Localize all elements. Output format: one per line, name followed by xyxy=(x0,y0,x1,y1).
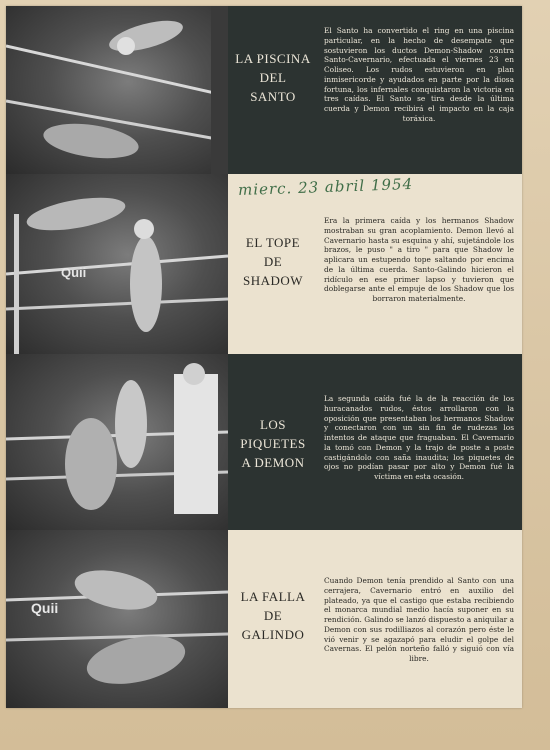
story-text: El Santo ha convertido el ring en una piscina particular, en la hecho de desempate que sostuvieron los ductos Demon-Shadow contra Santo-Cavernario, efectuada el viernes 23 en Coliseo. Los rudos estuvieron en plan inmisericorde y ayudados en parte por la diosa fortuna, los infernales conquistaron la victoria en tres caídas. El Santo se tira desde la última cuerda y Demon recibirá el impacto en la caja toráxica. xyxy=(324,26,514,123)
section-row xyxy=(6,530,522,708)
handwritten-date: mierc. 23 abril 1954 xyxy=(237,174,414,200)
svg-text:Quii: Quii xyxy=(31,600,59,616)
story-text: Cuando Demon tenía prendido al Santo con una cerrajera, Cavernario entró en auxilio del plateado, ya que el castigo que estaba recibiendo el monarca mundial medio hacía suponer en su rendición. Galindo se lanzó dispuesto a aniquilar a Demon con sus rodilliazos al corazón pero éste le vió venir y se agazapó para eludir el golpe del Cavernas. El pelón norteño falló y siguió con vía libre. xyxy=(324,576,514,664)
story-panel xyxy=(228,354,522,530)
story-title: LOS PIQUETES A DEMON xyxy=(240,417,306,470)
section-row xyxy=(6,174,522,354)
newspaper-clipping xyxy=(6,6,522,708)
section-row xyxy=(6,354,522,530)
wrestling-photo xyxy=(6,354,228,530)
svg-text:Quii: Quii xyxy=(61,265,87,280)
story-panel xyxy=(228,6,522,174)
story-panel xyxy=(228,174,522,354)
section-row xyxy=(6,6,522,174)
story-title: LA FALLA DE GALINDO xyxy=(240,589,306,642)
story-text: La segunda caída fué la de la reacción de los huracanados rudos, éstos arrollaron con la oposición que presentaban los hermanos Shadow y conectaron con un sin fin de rudezas los intentos de ataque que fraguaban. El Cavernario la tomó con Demon y la trajo de poste a poste castigándolo con saña inaudita; los piquetes de ojos no podían pasar por alto y Demon fué la víctima en esta ocasión. xyxy=(324,394,514,482)
story-panel xyxy=(228,530,522,708)
wrestling-photo xyxy=(6,174,228,354)
wrestling-photo xyxy=(6,530,228,708)
story-title: EL TOPE DE SHADOW xyxy=(242,235,304,288)
story-text: Era la primera caída y los hermanos Shadow mostraban su gran acoplamiento. Demon llevó al Cavernario hasta su esquina y ahí, sujetándole los brazos, le puso " a tiro " para que Shadow le aplicara un estupendo tope saltando por encima de la última cuerda. Santo-Galindo hicieron el ridículo en ese primer lapso y tuvieron que doblegarse ante el empuje de los Shadow que los borraron materialmente. xyxy=(324,216,514,304)
story-title: LA PISCINA DEL SANTO xyxy=(235,51,311,104)
wrestling-photo xyxy=(6,6,228,174)
